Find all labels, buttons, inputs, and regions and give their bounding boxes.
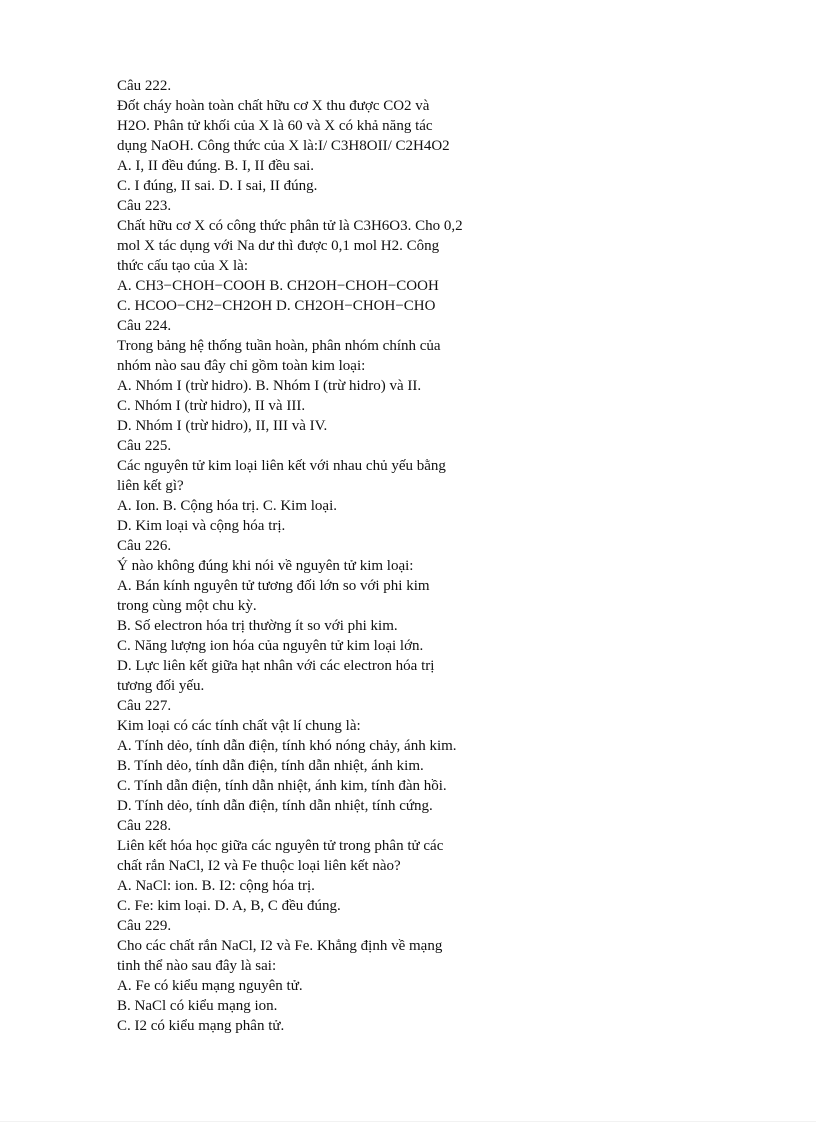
question-text: tinh thể nào sau đây là sai: xyxy=(117,958,277,974)
page-bottom-edge xyxy=(0,1121,816,1122)
answer-options: D. Tính dẻo, tính dẫn điện, tính dẫn nhiệt, tính cứng. xyxy=(117,798,433,814)
question-text: H2O. Phân tử khối của X là 60 và X có khả năng tác xyxy=(117,118,433,134)
question-text: dụng NaOH. Công thức của X là:I/ C3H8OII/ C2H4O2 xyxy=(117,138,450,154)
answer-options: A. CH3−CHOH−COOH B. CH2OH−CHOH−COOH xyxy=(117,278,439,294)
question-text: liên kết gì? xyxy=(117,478,184,494)
answer-options: D. Lực liên kết giữa hạt nhân với các electron hóa trị xyxy=(117,658,435,674)
question-heading: Câu 227. xyxy=(117,698,172,714)
answer-options: A. I, II đều đúng. B. I, II đều sai. xyxy=(117,158,315,174)
question-text: Trong bảng hệ thống tuần hoàn, phân nhóm chính của xyxy=(117,338,441,354)
answer-options: C. I đúng, II sai. D. I sai, II đúng. xyxy=(117,178,318,194)
answer-options: C. HCOO−CH2−CH2OH D. CH2OH−CHOH−CHO xyxy=(117,298,436,314)
question-text-block xyxy=(117,76,557,1036)
question-text: Đốt cháy hoàn toàn chất hữu cơ X thu được CO2 và xyxy=(117,98,430,114)
question-text: Cho các chất rắn NaCl, I2 và Fe. Khẳng định về mạng xyxy=(117,938,443,954)
answer-options: A. Nhóm I (trừ hidro). B. Nhóm I (trừ hidro) và II. xyxy=(117,378,422,394)
answer-options: tương đối yếu. xyxy=(117,678,205,694)
question-heading: Câu 225. xyxy=(117,438,172,454)
answer-options: B. Số electron hóa trị thường ít so với phi kim. xyxy=(117,618,398,634)
question-text: thức cấu tạo của X là: xyxy=(117,258,248,274)
question-heading: Câu 222. xyxy=(117,78,172,94)
answer-options: A. Fe có kiểu mạng nguyên tử. xyxy=(117,978,303,994)
question-text: nhóm nào sau đây chỉ gồm toàn kim loại: xyxy=(117,358,366,374)
answer-options: B. NaCl có kiểu mạng ion. xyxy=(117,998,278,1014)
answer-options: C. Năng lượng ion hóa của nguyên tử kim loại lớn. xyxy=(117,638,424,654)
answer-options: A. NaCl: ion. B. I2: cộng hóa trị. xyxy=(117,878,315,894)
answer-options: D. Kim loại và cộng hóa trị. xyxy=(117,518,286,534)
question-text: Liên kết hóa học giữa các nguyên tử trong phân tử các xyxy=(117,838,444,854)
question-text: Ý nào không đúng khi nói về nguyên tử kim loại: xyxy=(117,558,414,574)
answer-options: D. Nhóm I (trừ hidro), II, III và IV. xyxy=(117,418,328,434)
question-heading: Câu 229. xyxy=(117,918,172,934)
question-text: Kim loại có các tính chất vật lí chung là: xyxy=(117,718,361,734)
answer-options: B. Tính dẻo, tính dẫn điện, tính dẫn nhiệt, ánh kim. xyxy=(117,758,424,774)
answer-options: C. Nhóm I (trừ hidro), II và III. xyxy=(117,398,306,414)
question-heading: Câu 226. xyxy=(117,538,172,554)
question-heading: Câu 228. xyxy=(117,818,172,834)
question-heading: Câu 223. xyxy=(117,198,172,214)
answer-options: A. Bán kính nguyên tử tương đối lớn so với phi kim xyxy=(117,578,430,594)
question-text: chất rắn NaCl, I2 và Fe thuộc loại liên kết nào? xyxy=(117,858,401,874)
question-text: Các nguyên tử kim loại liên kết với nhau chủ yếu bằng xyxy=(117,458,446,474)
answer-options: A. Ion. B. Cộng hóa trị. C. Kim loại. xyxy=(117,498,337,514)
answer-options: C. Fe: kim loại. D. A, B, C đều đúng. xyxy=(117,898,341,914)
answer-options: C. Tính dẫn điện, tính dẫn nhiệt, ánh kim, tính đàn hồi. xyxy=(117,778,447,794)
question-text: mol X tác dụng với Na dư thì được 0,1 mol H2. Công xyxy=(117,238,440,254)
answer-options: trong cùng một chu kỳ. xyxy=(117,598,257,614)
answer-options: C. I2 có kiểu mạng phân tử. xyxy=(117,1018,285,1034)
question-text: Chất hữu cơ X có công thức phân tử là C3H6O3. Cho 0,2 xyxy=(117,218,463,234)
question-heading: Câu 224. xyxy=(117,318,172,334)
answer-options: A. Tính dẻo, tính dẫn điện, tính khó nóng chảy, ánh kim. xyxy=(117,738,457,754)
